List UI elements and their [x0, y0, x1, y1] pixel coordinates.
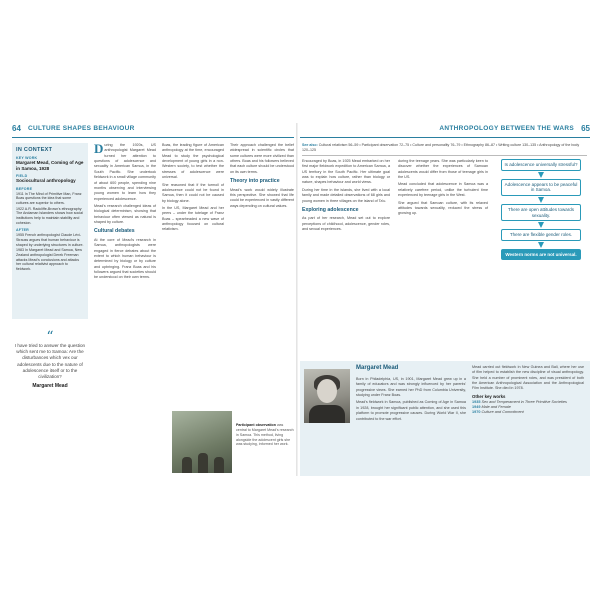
bio-name: Margaret Mead — [356, 365, 399, 371]
before-item: 1922 A.R. Radcliffe-Brown's ethnography The Andaman Islanders shows how social institutions help to maintain stability and cohesion. — [16, 206, 83, 225]
in-context-title: IN CONTEXT — [16, 147, 53, 153]
field: Sociocultural anthropology — [16, 178, 76, 183]
quote-text: I have tried to answer the question which sent me to Samoa: Are the disturbances which vex our adolescents due to the nature of adolescence itself or to the civilization? — [14, 343, 86, 379]
subheading: Theory into practice — [230, 178, 280, 185]
arrow-down-icon — [538, 197, 544, 203]
samoa-photo — [172, 411, 232, 473]
see-also-text: Cultural relativism 56–59 • Participant observation 72–75 • Culture and personality 76–79 • Ethnography 86–87 • Writing culture 130–135 • Anthropology of the body 120–125 — [302, 143, 580, 152]
subheading: Exploring adolescence — [302, 206, 359, 213]
paragraph: Mead's research challenged ideas of biological determinism, showing that behaviour often viewed as natural is shaped by culture. — [94, 203, 156, 225]
running-head: CULTURE SHAPES BEHAVIOUR — [28, 125, 135, 132]
biography-box — [300, 361, 590, 476]
work-title: Sex and Temperament in Three Primitive Societies — [481, 400, 567, 405]
paragraph: She argued that Samoan culture, with its relaxed attitudes towards sexuality, reduced the stress of growing up. — [398, 200, 488, 216]
left-header — [12, 123, 294, 138]
work-title: Male and Female — [481, 404, 511, 409]
body-column-2 — [162, 143, 224, 235]
gutter — [296, 123, 298, 476]
mead-portrait — [304, 369, 350, 423]
paragraph: Mead's fieldwork in Samoa, published as Coming of Age in Samoa in 1928, brought her significant public attention, and she used this platform to promote progressive causes. During World War II, she contributed to the war effort. — [356, 400, 466, 421]
paragraph: At the core of Mead's research in Samoa, anthropologists were engaged in fierce debates about the extent to which human behaviour is determined by biology or by culture and upbringing. Franz Boas and his followers argued that societies should be understood on their own terms. — [94, 237, 156, 280]
after-item: 1983 In Margaret Mead and Samoa, New Zealand anthropologist Derek Freeman attacks Mead's conclusions and attacks her cultural relativist approach to fieldwork. — [16, 248, 82, 271]
quote-author: Margaret Mead — [32, 383, 68, 390]
portrait-body — [309, 405, 345, 423]
photo-figure — [214, 457, 224, 473]
photo-figure — [198, 453, 208, 473]
page-number: 64 — [12, 124, 21, 133]
paragraph: As part of her research, Mead set out to explore perceptions of childhood, adolescence, gender roles, and sexual experiences. — [302, 216, 390, 232]
flow-box: Is adolescence universally stressful? — [501, 159, 581, 171]
photo-figure — [182, 457, 192, 473]
caption-text: was central to Margaret Mead's research in Samoa. This method, living alongside the adolescent girls she was studying, informed her work. — [236, 423, 294, 447]
bio-text-col — [472, 365, 584, 415]
after-label: AFTER — [16, 228, 29, 233]
portrait-face — [317, 379, 337, 403]
field-label: FIELD — [16, 174, 28, 178]
paragraph: Mead carried out fieldwork in New Guinea and Bali, where her use of film helped to establish the new discipline of visual anthropology. She held a number of prominent roles, and was president of both the American Anthropological Association and the Anthropological Film Institute. She died in 1978. — [472, 365, 584, 391]
before-item: 1911 In The Mind of Primitive Man, Franz Boas questions the idea that some cultures are superior to others. — [16, 191, 82, 205]
paragraph: Boas, the leading figure of American anthropology at the time, encouraged Mead to study the psychological development of young girls in a non-Western society, to test whether the stresses of adolescence were universal. — [162, 143, 224, 180]
right-page — [300, 123, 590, 476]
see-also — [302, 143, 587, 156]
body-column-1 — [94, 143, 156, 283]
work-year: 1949 — [472, 404, 481, 409]
work-title: Culture and Commitment — [481, 409, 524, 414]
key-works-title: Other key works — [472, 393, 506, 399]
bio-text-col — [356, 377, 466, 424]
subheading: Cultural debates — [94, 228, 135, 235]
arrow-down-icon — [538, 222, 544, 228]
arrow-down-icon — [538, 172, 544, 178]
paragraph: Mead's work would widely illustrate this perspective. She showed that life could be experienced in vastly different ways depending on cultural values. — [230, 187, 294, 208]
before-label: BEFORE — [16, 186, 33, 191]
work-year: 1935 — [472, 400, 481, 405]
key-work-label: KEY WORK — [16, 156, 38, 160]
pull-quote — [12, 329, 88, 390]
photo-caption — [236, 423, 294, 447]
body-column-4 — [302, 159, 390, 234]
flow-box: There are flexible gender roles. — [501, 229, 581, 241]
paragraph: during the teenage years. She was particularly keen to discover whether the experiences of Samoan adolescents would differ from those of teenage girls in the US. — [398, 159, 488, 180]
quote-mark-icon: “ — [46, 329, 54, 345]
body-column-5 — [398, 159, 488, 219]
in-context-box — [12, 143, 88, 319]
paragraph: During her time in the islands, she lived with a local family and made detailed observations of 68 girls and young women in three villages on the island of Ta'u. — [302, 187, 390, 203]
paragraph: In the US, Margaret Mead and her peers – under the tutelage of Franz Boas – spearheaded a new wave of anthropology focused on cultural relativism. — [162, 205, 224, 232]
drop-cap: D — [94, 141, 104, 156]
paragraph: uring the 1920s, US anthropologist Margaret Mead turned her attention to questions of adolescence and sexuality in American Samoa, in the South Pacific. She undertook fieldwork in a small village community of about 600 people, spending nine months observing and interviewing young women to learn how they experienced adolescence. — [94, 143, 156, 201]
flow-conclusion: Western norms are not universal. — [501, 249, 581, 261]
body-column-3 — [230, 143, 294, 211]
flow-box: There are open attitudes towards sexuality. — [501, 204, 581, 221]
paragraph: Encouraged by Boas, in 1925 Mead embarked on her first major fieldwork expedition to American Samoa, a US territory in the South Pacific. Her ultimate goal was to explain how culture, rather than biology or nature, shapes behaviour and world views. — [302, 159, 390, 185]
page-number: 65 — [581, 124, 590, 133]
right-header — [300, 123, 590, 138]
caption-title: Participant observation — [236, 423, 276, 427]
flow-box: Adolescence appears to be peaceful in Samoa. — [501, 179, 581, 196]
flowchart — [496, 159, 586, 260]
paragraph: Their approach challenged the belief widespread in scientific circles that some cultures were more civilized than others. Boas and his followers believed that each culture should be understood on its own terms. — [230, 143, 294, 174]
arrow-down-icon — [538, 242, 544, 248]
paragraph: She reasoned that if the turmoil of adolescence could not be found in Samoa, then it could not be caused by biology alone. — [162, 182, 224, 203]
paragraph: Mead concluded that adolescence in Samoa was a relatively carefree period, unlike the turbulent time experienced by teenage girls in the West. — [398, 182, 488, 198]
after-item: 1955 French anthropologist Claude Lévi-Strauss argues that human behaviour is shaped by underlying structures in culture. — [16, 233, 84, 247]
see-also-label: See also: — [302, 143, 318, 147]
key-work-item — [472, 410, 584, 415]
left-page — [12, 123, 294, 476]
key-work: Margaret Mead, Coming of Age in Samoa, 1928 — [16, 160, 84, 171]
work-year: 1970 — [472, 409, 481, 414]
running-head: ANTHROPOLOGY BETWEEN THE WARS — [439, 125, 574, 132]
paragraph: Born in Philadelphia, US, in 1901, Margaret Mead grew up in a family of educators and was strongly influenced by her parents' progressive views. She earned her PhD from Columbia University, studying under Franz Boas. — [356, 377, 466, 398]
